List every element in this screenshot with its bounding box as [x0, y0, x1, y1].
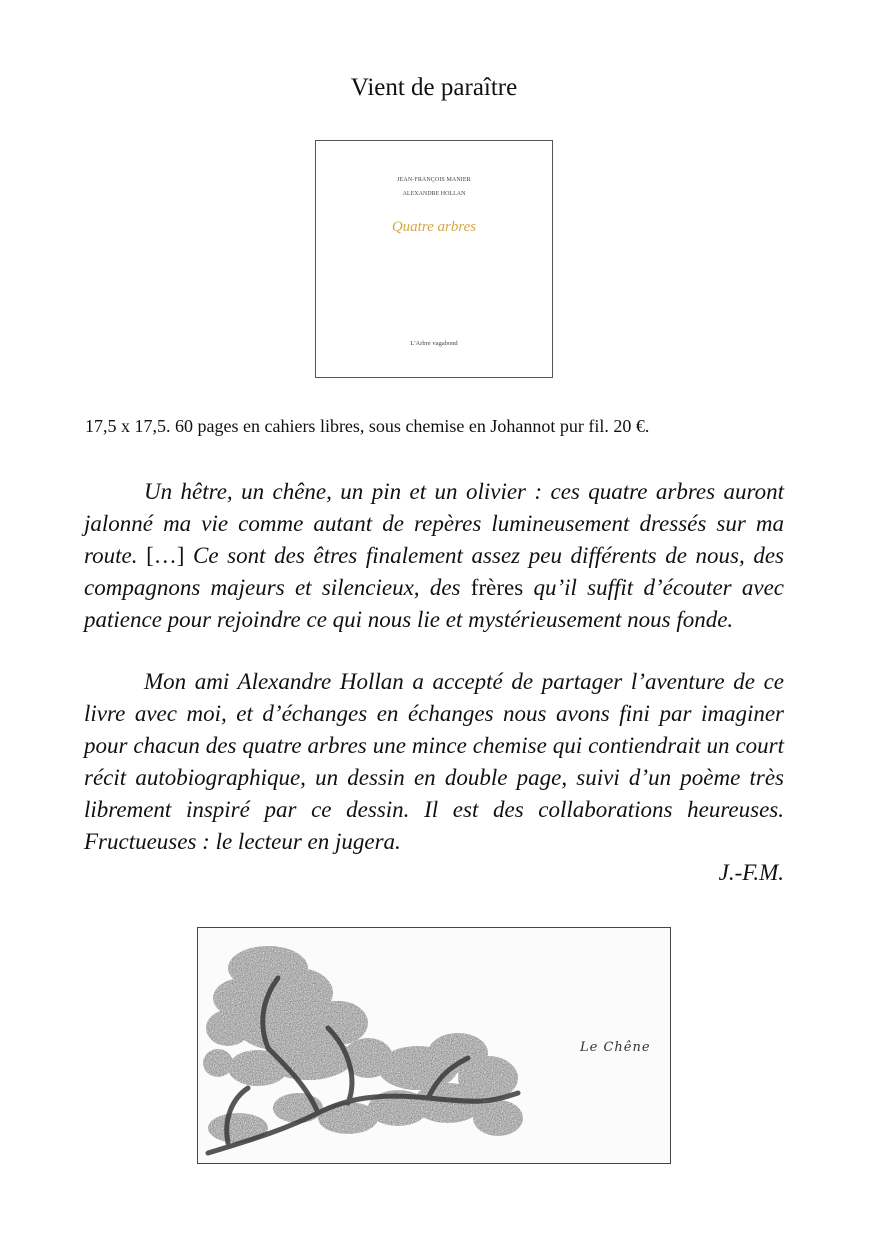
- paragraph-1: [84, 476, 784, 636]
- cover-author-2: ALEXANDRE HOLLAN: [402, 191, 466, 197]
- paragraph-2: Mon ami Alexandre Hollan a accepté de partager l’aventure de ce livre avec moi, et d’échanges en échanges nous avons fini par imaginer pour chacun des quatre arbres une mince chemise qui contiendrait un court récit autobiographique, un dessin en double page, suivi d’un poème très librement inspiré par ce dessin. Il est des collaborations heureuses. Fructueuses : le lecteur en jugera.: [84, 669, 784, 854]
- book-cover: [315, 140, 553, 378]
- paragraph-1-part-b: Ce sont des êtres finalement assez peu différents de nous, des compagnons majeurs et silencieux, des: [84, 543, 784, 600]
- word-freres: frères: [470, 575, 524, 600]
- drawing-caption: Le Chêne: [580, 1040, 651, 1055]
- page-title: Vient de paraître: [350, 74, 518, 101]
- cover-publisher: L'Arbre vagabond: [410, 340, 458, 347]
- signature: J.-F.M.: [718, 860, 784, 885]
- oak-drawing-frame: [197, 927, 671, 1164]
- cover-author-1: JEAN-FRANÇOIS MANIER: [397, 177, 471, 183]
- paragraph-1-part-c: qu’il suffit d’écouter avec patience pour rejoindre ce qui nous lie et mystérieusement nous fonde.: [84, 575, 785, 632]
- cover-title: Quatre arbres: [391, 219, 477, 235]
- ellipsis-bracket: […]: [146, 543, 185, 568]
- paragraph-1-part-a: Un hêtre, un chêne, un pin et un olivier : ces quatre arbres auront jalonné ma vie comme autant de repères lumineusement dressés sur ma route.: [84, 479, 784, 568]
- book-specs: 17,5 x 17,5. 60 pages en cahiers libres, sous chemise en Johannot pur fil. 20 €.: [85, 416, 650, 436]
